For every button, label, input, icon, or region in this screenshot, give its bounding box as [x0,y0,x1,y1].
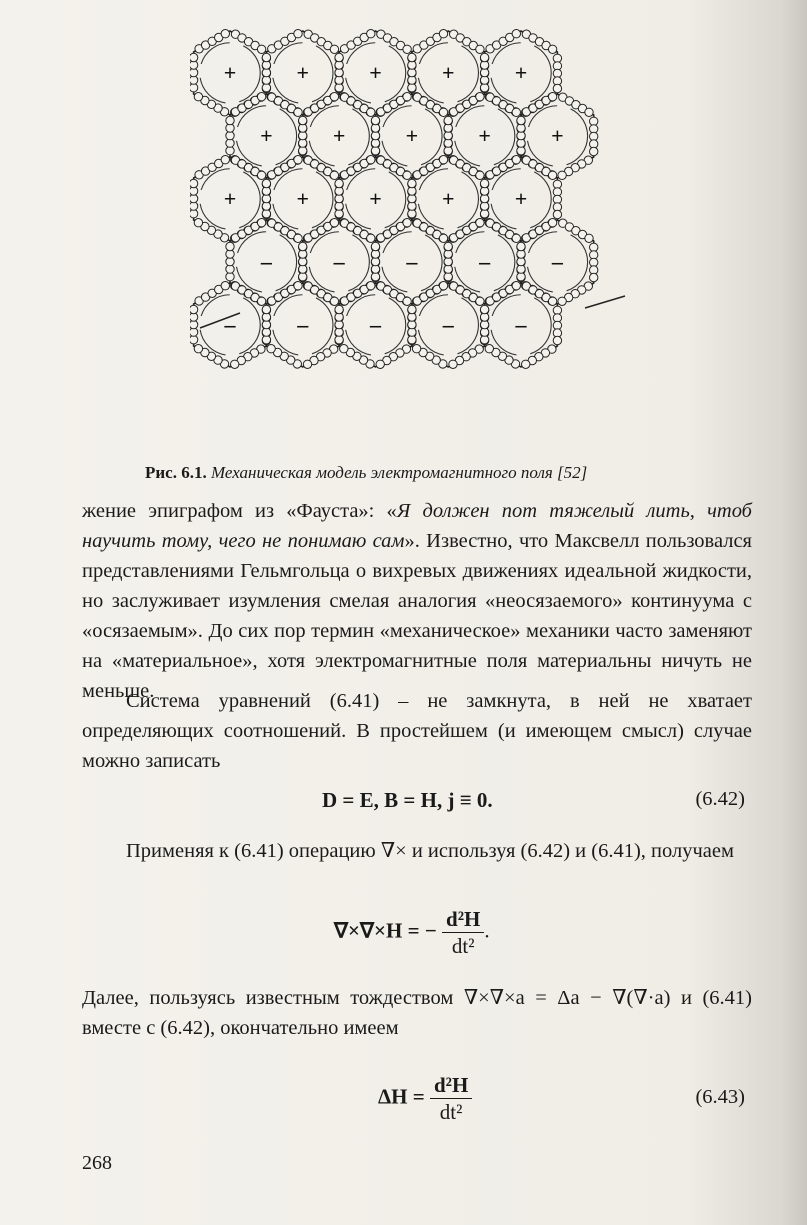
equation-6-43 [378,1072,472,1125]
paragraph-applying: Применяя к (6.41) операцию ∇× и используя (6.42) и (6.41), получаем [126,840,734,862]
idle-wheel-bead [412,345,420,353]
idle-wheel-bead [403,171,411,179]
idle-wheel-bead [262,179,270,187]
current-arrow [585,296,625,308]
idle-wheel-bead [294,234,302,242]
idle-wheel-bead [299,242,307,250]
cell-sign: + [296,186,310,211]
idle-wheel-bead [480,53,488,61]
idle-wheel-bead [439,30,447,38]
idle-wheel-bead [512,234,520,242]
paragraph-faust-rest: ». Известно, что Максвелл пользовался представлениями Гельмгольца о вихревых движениях идеальной жидкости, но заслуживает изумления смелая аналогия «неосязаемого» континуума с «осязаемым». До сих пор термин «механическое» механики часто заменяют на «материальное», хотя электромагнитные поля материальны ничуть не меньше. [82,530,752,702]
idle-wheel-bead [257,45,265,53]
idle-wheel-bead [190,53,198,61]
cell-sign: – [260,249,272,274]
equation-6-42-number: (6.42) [695,788,745,810]
idle-wheel-bead [221,30,229,38]
idle-wheel-bead [335,53,343,61]
equation-6-43-number: (6.43) [695,1086,745,1108]
equation-6-43-fraction [430,1072,472,1125]
idle-wheel-bead [585,234,593,242]
idle-wheel-bead [476,171,484,179]
idle-wheel-bead [403,45,411,53]
figure-hexagon-vortex-model [190,28,630,448]
idle-wheel-bead [340,345,348,353]
idle-wheel-bead [367,30,375,38]
paragraph-faust-start: жение эпиграфом из «Фауста»: « [82,500,397,522]
idle-wheel-bead [476,93,484,101]
cell-sign: – [369,312,381,337]
idle-wheel-bead [512,108,520,116]
paragraph-faust [82,496,752,706]
cell-sign: + [441,186,455,211]
cell-sign: – [479,249,491,274]
idle-wheel-bead [294,30,302,38]
idle-wheel-bead [330,93,338,101]
idle-wheel-bead [190,179,198,187]
cell-sign: – [515,312,527,337]
idle-wheel-bead [257,171,265,179]
idle-wheel-bead [335,179,343,187]
idle-wheel-bead [330,171,338,179]
cell-sign: – [224,312,236,337]
idle-wheel-bead [522,360,530,368]
idle-wheel-bead [517,242,525,250]
cell-sign: + [405,123,419,148]
idle-wheel-bead [408,305,416,313]
idle-wheel-bead [558,171,566,179]
equation-6-42-body: D = E, B = H, j ≡ 0. [322,788,493,812]
cell-sign: + [514,60,528,85]
cell-sign: + [551,123,564,148]
idle-wheel-bead [403,297,411,305]
idle-wheel-bead [553,84,561,92]
equation-6-43-denominator: dt² [439,1100,463,1124]
equation-curl-fraction [442,906,484,959]
caption-text: Механическая модель электромагнитного поля [52] [210,463,588,482]
idle-wheel-bead [194,219,202,227]
cell-sign: + [441,60,455,85]
idle-wheel-bead [294,108,302,116]
cell-sign: – [551,249,563,274]
idle-wheel-bead [367,282,375,290]
idle-wheel-bead [367,108,375,116]
idle-wheel-bead [257,219,265,227]
idle-wheel-bead [512,282,520,290]
cell-sign: – [442,312,454,337]
equation-curl-left: ∇×∇×H = − [334,918,437,943]
idle-wheel-bead [262,53,270,61]
idle-wheel-bead [190,305,198,313]
equation-6-43-left: ΔH = [378,1084,425,1109]
idle-wheel-bead [330,45,338,53]
idle-wheel-bead [257,93,265,101]
idle-wheel-bead [512,30,520,38]
idle-wheel-bead [476,297,484,305]
idle-wheel-bead [403,93,411,101]
idle-wheel-bead [221,282,229,290]
idle-wheel-bead [226,242,234,250]
cell-sign: + [369,186,382,211]
idle-wheel-bead [548,45,556,53]
idle-wheel-bead [262,305,270,313]
cell-sign: – [333,249,345,274]
equation-curl-end: . [484,918,490,943]
idle-wheel-bead [257,297,265,305]
idle-wheel-bead [558,297,566,305]
idle-wheel-bead [303,360,311,368]
idle-wheel-bead [439,156,447,164]
idle-wheel-bead [444,242,452,250]
idle-wheel-bead [590,273,598,281]
hexagon-grid-diagram [190,28,630,448]
idle-wheel-bead [480,305,488,313]
cell-sign: + [223,186,237,211]
cell-sign: + [478,123,491,148]
cell-sign: + [260,123,273,148]
idle-wheel-bead [294,282,302,290]
equation-6-42 [322,788,493,813]
idle-wheel-bead [439,234,447,242]
idle-wheel-bead [231,360,239,368]
idle-wheel-bead [221,156,229,164]
idle-wheel-bead [226,116,234,124]
idle-wheel-bead [590,147,598,155]
idle-wheel-bead [476,45,484,53]
idle-wheel-bead [371,116,379,124]
idle-wheel-bead [194,345,202,353]
idle-wheel-bead [553,336,561,344]
idle-wheel-bead [439,282,447,290]
equation-curl-denominator: dt² [451,934,475,958]
idle-wheel-bead [330,219,338,227]
cell-sign: + [514,186,528,211]
cell-sign: – [406,249,418,274]
idle-wheel-bead [367,234,375,242]
idle-wheel-bead [439,108,447,116]
caption-label: Рис. 6.1. [145,463,207,482]
faust-quote: Я должен пот тяжелый лить, чтоб научить тому, чего не понимаю сам [82,500,752,552]
cell-sign: + [332,123,346,148]
cell-sign: + [223,60,237,85]
idle-wheel-bead [194,93,202,101]
paragraph-identity: Далее, пользуясь известным тождеством ∇×∇×a = Δa − ∇(∇·a) и (6.41) вместе с (6.42), окончательно имеем [82,987,752,1039]
idle-wheel-bead [548,297,556,305]
idle-wheel-bead [517,116,525,124]
idle-wheel-bead [585,108,593,116]
equation-6-43-numerator: d²H [430,1072,472,1099]
idle-wheel-bead [480,179,488,187]
idle-wheel-bead [548,219,556,227]
idle-wheel-bead [548,93,556,101]
idle-wheel-bead [476,219,484,227]
idle-wheel-bead [330,297,338,305]
idle-wheel-bead [444,116,452,124]
idle-wheel-bead [548,171,556,179]
idle-wheel-bead [267,345,275,353]
idle-wheel-bead [485,345,493,353]
cell-sign: + [296,60,310,85]
idle-wheel-bead [408,53,416,61]
idle-wheel-bead [403,219,411,227]
page-number: 268 [82,1152,112,1174]
equation-curl-curl [334,906,490,959]
equation-curl-numerator: d²H [442,906,484,933]
idle-wheel-bead [367,156,375,164]
idle-wheel-bead [294,156,302,164]
idle-wheel-bead [408,179,416,187]
idle-wheel-bead [449,360,457,368]
paragraph-system: Система уравнений (6.41) – не замкнута, в ней не хватает определяющих соотношений. В простейшем (и имеющем смысл) случае можно записать [82,690,752,772]
cell-sign: – [297,312,309,337]
idle-wheel-bead [553,210,561,218]
idle-wheel-bead [299,116,307,124]
idle-wheel-bead [512,156,520,164]
idle-wheel-bead [371,242,379,250]
cell-sign: + [369,60,382,85]
idle-wheel-bead [376,360,384,368]
figure-caption [145,462,765,484]
idle-wheel-bead [335,305,343,313]
